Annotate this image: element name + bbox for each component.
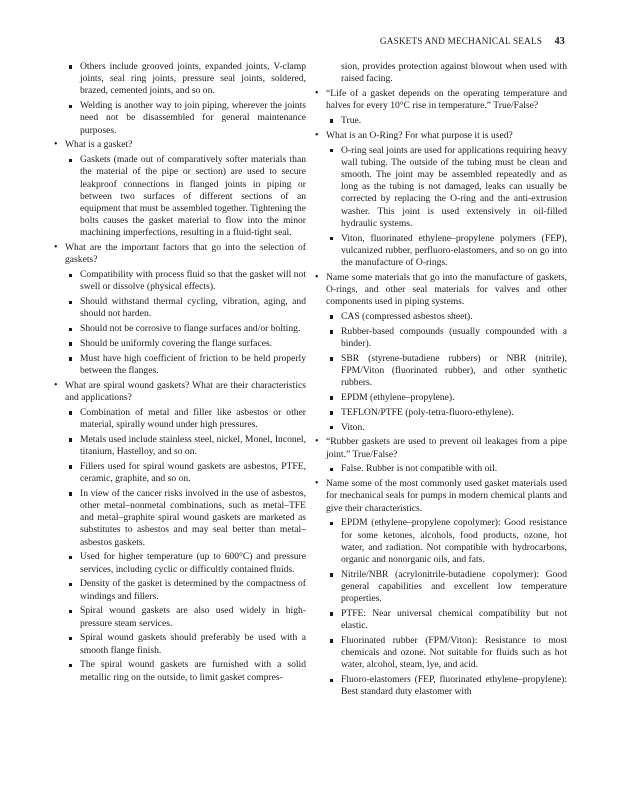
answer-item: In view of the cancer risks involved in the use of asbestos, other metal–nonmetal combinations, such as metal–TFE and metal–graphite spiral wound gaskets are marketed as substitutes to asbestos and may seal better than metal–asbestos gaskets. [54,488,306,549]
question: • Name some materials that go into the manufacture of gaskets, O-rings, and other seal materials for valves and other components used in piping systems. [315,272,567,309]
answer-item: O-ring seal joints are used for applications requiring heavy wall tubing. The outside of the tubing must be clean and smooth. The joint may be assembled repeatedly and as long as the tubing is not damaged, leaks can usually be corrected by replacing the O-ring and the anti-extrusion washer. This joint is used extensively in oil-filled hydraulic systems. [315,145,567,230]
answer-item: TEFLON/PTFE (poly-tetra-fluoro-ethylene). [315,407,567,419]
answer-item: Used for higher temperature (up to 600°C) and pressure services, including cyclic or difficultly contained fluids. [54,551,306,575]
question: • What is an O-Ring? For what purpose it is used? [315,130,567,142]
answer-item: SBR (styrene-butadiene rubbers) or NBR (nitrile), FPM/Viton (fluorinated rubber), and other synthetic rubbers. [315,353,567,390]
answer-item: Fluoro-elastomers (FEP, fluorinated ethylene–propylene): Best standard duty elastomer with [315,674,567,698]
running-header [380,36,565,47]
list-item: Others include grooved joints, expanded joints, V-clamp joints, seal ring joints, pressure seal joints, soldered, brazed, cemented joints, and so on. [54,61,306,98]
answer-item: False. Rubber is not compatible with oil. [315,463,567,475]
answer-item: Should be uniformly covering the flange surfaces. [54,338,306,350]
answer-item: Fillers used for spiral wound gaskets are asbestos, PTFE, ceramic, graphite, and so on. [54,461,306,485]
answer-item: Must have high coefficient of friction to be held properly between the flanges. [54,353,306,377]
answer-item: Compatibility with process fluid so that the gasket will not swell or dissolve (physical effects). [54,269,306,293]
answer-item: Spiral wound gaskets should preferably be used with a smooth flange finish. [54,632,306,656]
answer-item: EPDM (ethylene–propylene). [315,392,567,404]
running-title: GASKETS AND MECHANICAL SEALS [379,36,543,46]
answer-item: Viton, fluorinated ethylene–propylene polymers (FEP), vulcanized rubber, perfluoro-elastomers, and so on go into the manufacture of O-rings. [315,233,567,270]
question: • “Rubber gaskets are used to prevent oil leakages from a pipe joint.” True/False? [315,436,567,460]
answer-item: Should withstand thermal cycling, vibration, aging, and should not harden. [54,296,306,320]
answer-item: Spiral wound gaskets are also used widely in high-pressure steam services. [54,605,306,629]
right-column [315,61,567,701]
answer-item: Nitrile/NBR (acrylonitrile-butadiene copolymer): Good general capabilities and excellent low temperature properties. [315,569,567,606]
answer-item: Viton. [315,422,567,434]
list-item: Welding is another way to join piping, wherever the joints need not be disassembled for general maintenance purposes. [54,100,306,137]
question: • What are spiral wound gaskets? What are their characteristics and applications? [54,380,306,404]
answer-item: Fluorinated rubber (FPM/Viton): Resistance to most chemicals and ozone. Not suitable for fluids such as hot water, alcohol, steam, lye, and acid. [315,635,567,672]
answer-item: Combination of metal and filler like asbestos or other material, spirally wound under high pressures. [54,407,306,431]
answer-item: PTFE: Near universal chemical compatibility but not elastic. [315,608,567,632]
answer-item: Density of the gasket is determined by the compactness of windings and fillers. [54,578,306,602]
answer-item: The spiral wound gaskets are furnished with a solid metallic ring on the outside, to limit gasket compres- [54,659,306,683]
answer-item: Metals used include stainless steel, nickel, Monel, Inconel, titanium, Hastelloy, and so on. [54,434,306,458]
answer-item: True. [315,115,567,127]
answer-item: Should not be corrosive to flange surfaces and/or bolting. [54,323,306,335]
continued-text: sion, provides protection against blowout when used with raised facing. [341,61,567,85]
question: • Name some of the most commonly used gasket materials used for mechanical seals for pumps in modern chemical plants and give their characteristics. [315,478,567,515]
answer-item: Gaskets (made out of comparatively softer materials than the material of the pipe or section) are used to secure leakproof connections in flanged joints in piping or between two surfaces of different sections of an equipment that must be assembled together. Tightening the bolts causes the gasket material to flow into the minor machining imperfections, resulting in a fluid-tight seal. [54,154,306,239]
answer-item: Rubber-based compounds (usually compounded with a binder). [315,326,567,350]
question: • What are the important factors that go into the selection of gaskets? [54,242,306,266]
question: • “Life of a gasket depends on the operating temperature and halves for every 10°C rise in temperature.” True/False? [315,88,567,112]
question: • What is a gasket? [54,139,306,151]
left-column [54,61,306,686]
answer-item: CAS (compressed asbestos sheet). [315,311,567,323]
answer-item: EPDM (ethylene–propylene copolymer): Good resistance for some ketones, alcohols, food products, ozone, hot water, and radiation. Not compatible with hydrocarbons, organic and nonorganic oils, and fats. [315,517,567,566]
page-number: 43 [554,36,565,47]
